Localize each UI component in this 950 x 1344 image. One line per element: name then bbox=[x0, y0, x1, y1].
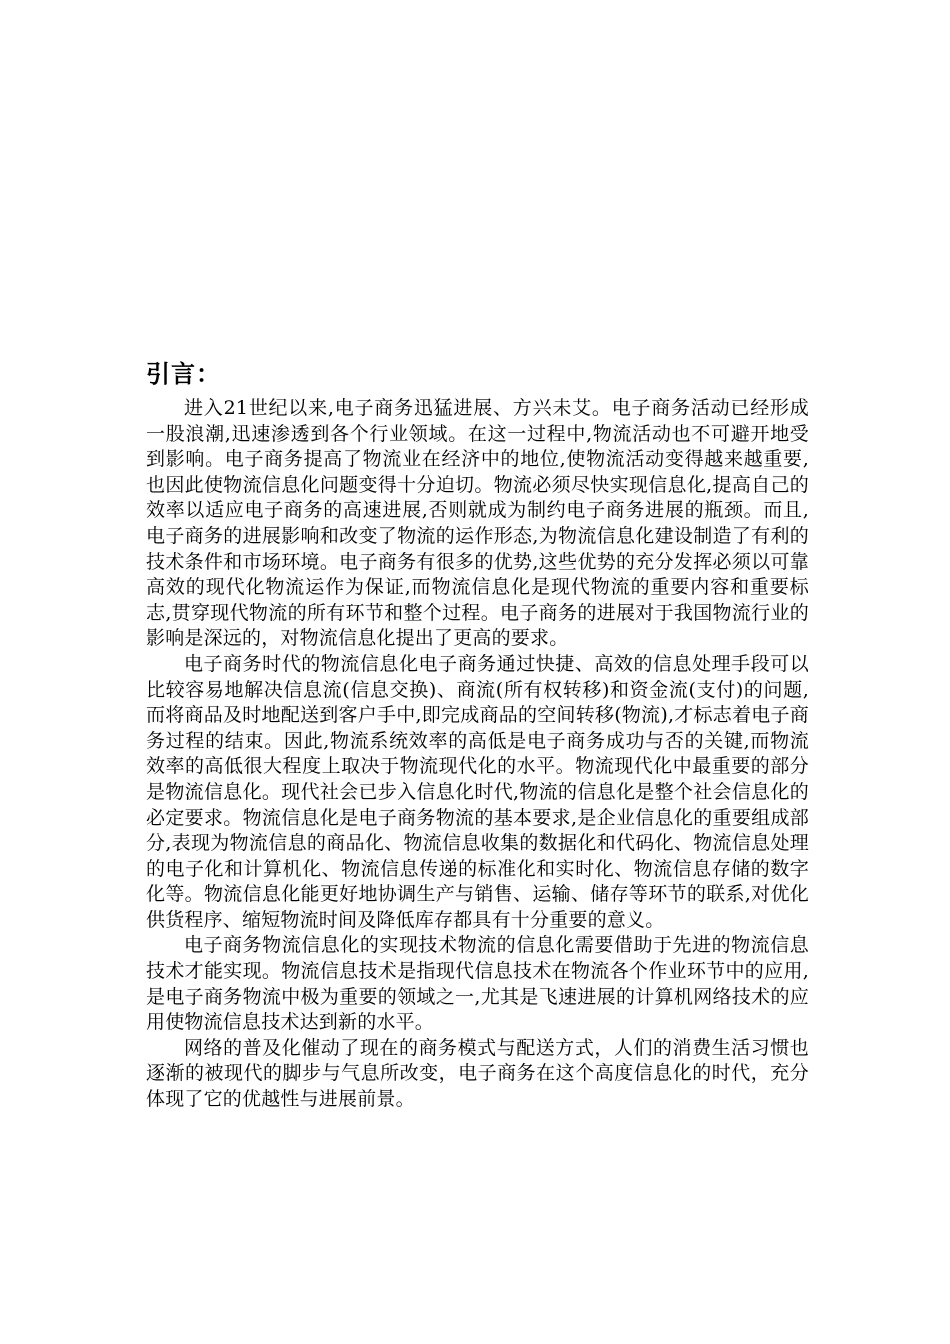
paragraph-1: 进入21世纪以来,电子商务迅猛进展、方兴未艾。电子商务活动已经形成一股浪潮,迅速渗透到各个行业领域。在这一过程中,物流活动也不可避开地受到影响。电子商务提高了物流业在经济中的地位,使物流活动变得越来越重要,也因此使物流信息化问题变得十分迫切。物流必须尽快实现信息化,提高自己的效率以适应电子商务的高速进展,否则就成为制约电子商务进展的瓶颈。而且,电子商务的进展影响和改变了物流的运作形态,为物流信息化建设制造了有利的技术条件和市场环境。电子商务有很多的优势,这些优势的充分发挥必须以可靠高效的现代化物流运作为保证,而物流信息化是现代物流的重要内容和重要标志,贯穿现代物流的所有环节和整个过程。电子商务的进展对于我国物流行业的影响是深远的，对物流信息化提出了更高的要求。 bbox=[146, 397, 809, 650]
paragraph-4: 网络的普及化催动了现在的商务模式与配送方式，人们的消费生活习惯也逐渐的被现代的脚步与气息所改变，电子商务在这个高度信息化的时代，充分体现了它的优越性与进展前景。 bbox=[146, 1036, 809, 1111]
paragraph-2: 电子商务时代的物流信息化电子商务通过快捷、高效的信息处理手段可以比较容易地解决信息流(信息交换)、商流(所有权转移)和资金流(支付)的问题,而将商品及时地配送到客户手中,即完成商品的空间转移(物流),才标志着电子商务过程的结束。因此,物流系统效率的高低是电子商务成功与否的关键,而物流效率的高低很大程度上取决于物流现代化的水平。物流现代化中最重要的部分是物流信息化。现代社会已步入信息化时代,物流的信息化是整个社会信息化的必定要求。物流信息化是电子商务物流的基本要求,是企业信息化的重要组成部分,表现为物流信息的商品化、物流信息收集的数据化和代码化、物流信息处理的电子化和计算机化、物流信息传递的标准化和实时化、物流信息存储的数字化等。物流信息化能更好地协调生产与销售、运输、储存等环节的联系,对优化供货程序、缩短物流时间及降低库存都具有十分重要的意义。 bbox=[146, 652, 809, 931]
section-heading: 引言： bbox=[146, 360, 221, 388]
paragraph-3: 电子商务物流信息化的实现技术物流的信息化需要借助于先进的物流信息技术才能实现。物流信息技术是指现代信息技术在物流各个作业环节中的应用,是电子商务物流中极为重要的领域之一,尤其是飞速进展的计算机网络技术的应用使物流信息技术达到新的水平。 bbox=[146, 934, 809, 1034]
document-body bbox=[146, 358, 809, 1113]
